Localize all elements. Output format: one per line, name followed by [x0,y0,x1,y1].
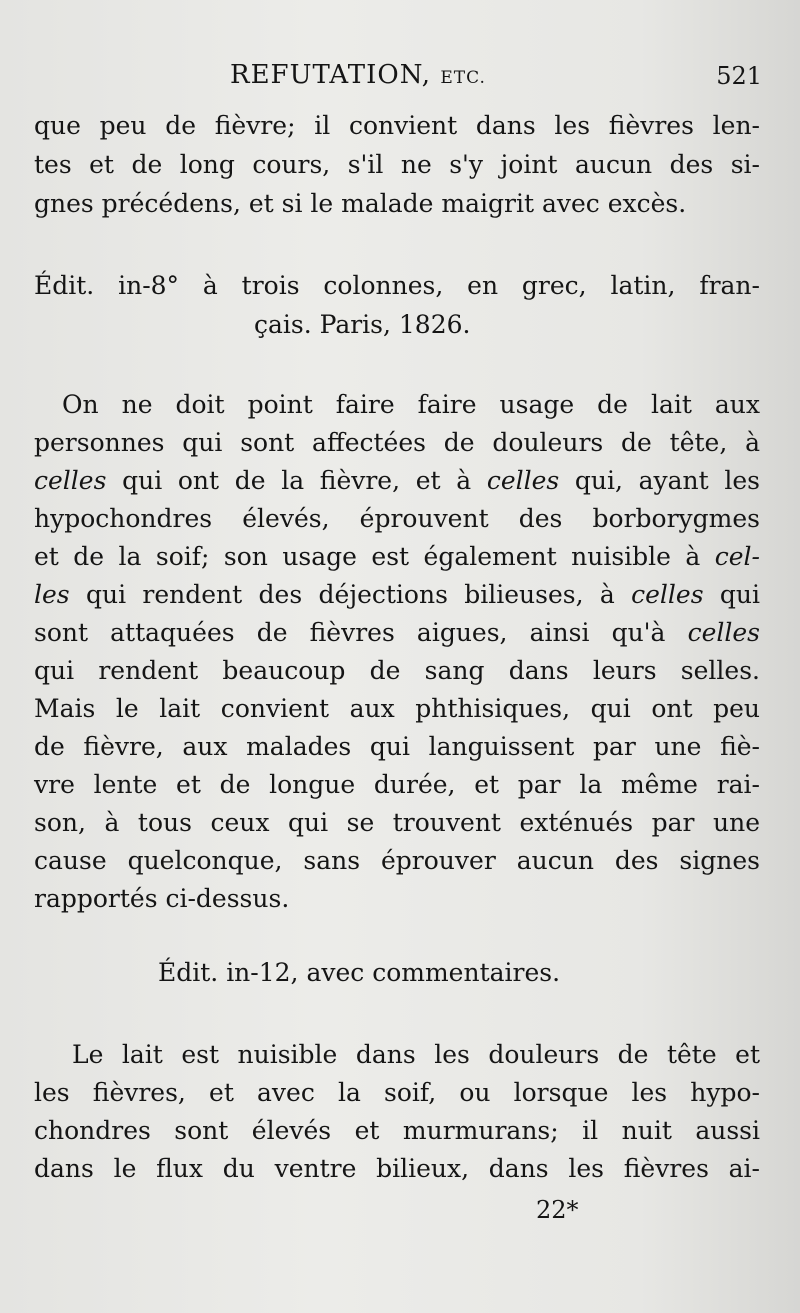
text-line [34,463,760,499]
text-line: On ne doit point faire faire usage de lait aux [62,390,760,419]
text-span: qui rendent des déjections bilieuses, à [69,580,632,609]
italic-word: celles [34,466,107,495]
text-line: les fièvres, et avec la soif, ou lorsque les hypo- [34,1078,760,1107]
edition-note: Édit. in-8° à trois colonnes, en grec, latin, fran- [34,271,760,300]
edition-note: Édit. in-12, avec commentaires. [158,958,561,987]
page-header [230,60,780,96]
text-line [34,539,760,575]
running-title-etc: ETC. [440,68,486,88]
text-line: qui rendent beaucoup de sang dans leurs selles. [34,656,760,685]
italic-word: les [34,580,70,609]
text-line: hypochondres élevés, éprouvent des borborygmes [34,504,760,533]
text-line: chondres sont élevés et murmurans; il nuit aussi [34,1116,760,1145]
italic-word: celles [631,580,704,609]
text-line [34,577,760,613]
italic-word: celles [486,466,560,495]
text-line: dans le flux du ventre bilieux, dans les fièvres ai- [34,1154,760,1183]
text-span: qui ont de la fièvre, et à [106,466,487,495]
text-line [34,615,760,651]
text-line: Le lait est nuisible dans les douleurs de tête et [72,1040,760,1069]
text-span: qui, ayant les [559,466,760,495]
text-line: Mais le lait convient aux phthisiques, qui ont peu [34,694,760,723]
text-line: rapportés ci-dessus. [34,884,290,913]
text-line: personnes qui sont affectées de douleurs de tête, à [34,428,760,457]
text-span: qui [703,580,760,609]
text-line: que peu de fièvre; il convient dans les fièvres len- [34,111,760,140]
italic-word: cel- [714,542,760,571]
running-title [230,60,486,90]
text-line: vre lente et de longue durée, et par la même rai- [34,770,760,799]
text-span: et de la soif; son usage est également nuisible à [34,542,715,571]
page-number: 521 [716,62,762,90]
edition-note: çais. Paris, 1826. [254,310,471,339]
running-title-text: REFUTATION, [230,60,432,90]
text-span: sont attaquées de fièvres aigues, ainsi qu'à [34,618,688,647]
signature-mark: 22* [536,1196,579,1224]
text-line: de fièvre, aux malades qui languissent par une fiè- [34,732,760,761]
text-line: tes et de long cours, s'il ne s'y joint aucun des si- [34,150,760,179]
text-line: son, à tous ceux qui se trouvent exténués par une [34,808,760,837]
text-line: cause quelconque, sans éprouver aucun des signes [34,846,760,875]
text-line: gnes précédens, et si le malade maigrit avec excès. [34,189,687,218]
italic-word: celles [687,618,760,647]
